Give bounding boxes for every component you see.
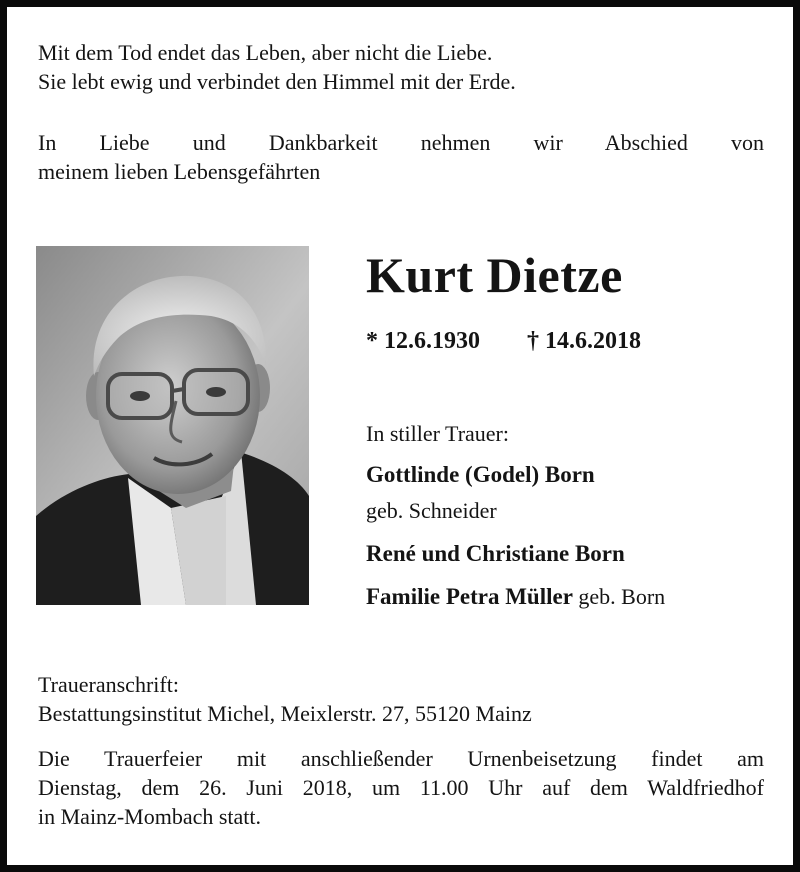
portrait-photo xyxy=(36,246,309,605)
ceremony-line-1: Die Trauerfeier mit anschließender Urnenbeisetzung findet am xyxy=(38,746,764,771)
address-block xyxy=(38,670,764,728)
quote-line-2: Sie lebt ewig und verbindet den Himmel mit der Erde. xyxy=(38,69,516,94)
mourner-3 xyxy=(366,582,665,611)
ceremony-line-3: in Mainz-Mombach statt. xyxy=(38,804,262,829)
quote xyxy=(38,38,516,96)
mourner-3-name: Familie Petra Müller xyxy=(366,584,573,609)
mourner-1-name: Gottlinde (Godel) Born xyxy=(366,462,595,487)
mourner-2-name: René und Christiane Born xyxy=(366,541,625,566)
mourner-1-note: geb. Schneider xyxy=(366,498,497,523)
intro-line-1: In Liebe und Dankbarkeit nehmen wir Abschied von xyxy=(38,130,764,155)
ceremony-line-2: Dienstag, dem 26. Juni 2018, um 11.00 Uhr auf dem Waldfriedhof xyxy=(38,775,764,800)
mourner-3-note: geb. Born xyxy=(578,584,666,609)
intro-line-2: meinem lieben Lebensgefährten xyxy=(38,159,321,184)
address-value: Bestattungsinstitut Michel, Meixlerstr. 27, 55120 Mainz xyxy=(38,701,532,726)
intro-text xyxy=(38,128,764,186)
deceased-name: Kurt Dietze xyxy=(366,247,623,303)
ceremony-block xyxy=(38,744,764,831)
address-label: Traueranschrift: xyxy=(38,672,179,697)
birth-date: * 12.6.1930 xyxy=(366,328,480,354)
mourners-heading: In stiller Trauer: xyxy=(366,421,509,446)
quote-line-1: Mit dem Tod endet das Leben, aber nicht die Liebe. xyxy=(38,40,493,65)
portrait-image xyxy=(36,246,309,605)
death-date: † 14.6.2018 xyxy=(527,328,641,354)
